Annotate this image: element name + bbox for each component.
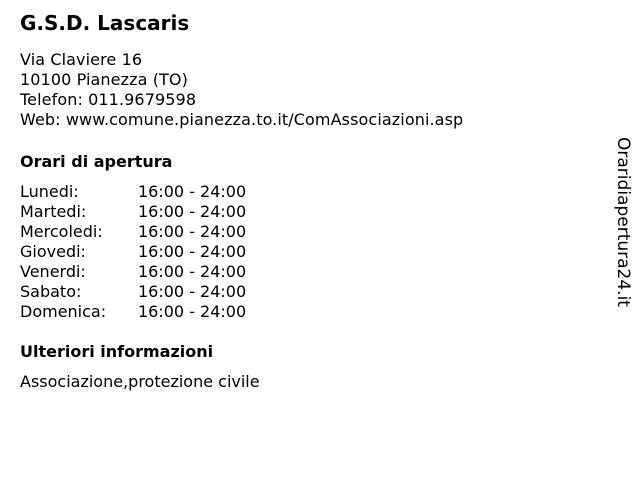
time-range: 16:00 - 24:00 bbox=[138, 242, 247, 261]
business-card bbox=[20, 10, 600, 392]
hours-row-wednesday bbox=[20, 222, 600, 242]
phone-number: Telefon: 011.9679598 bbox=[20, 90, 197, 109]
website-link[interactable]: Web: www.comune.pianezza.to.it/ComAssociazioni.asp bbox=[20, 110, 464, 129]
hours-row-saturday bbox=[20, 282, 600, 302]
day-label: Mercoledi: bbox=[20, 222, 103, 241]
business-name: G.S.D. Lascaris bbox=[20, 11, 190, 35]
time-range: 16:00 - 24:00 bbox=[138, 282, 247, 301]
time-range: 16:00 - 24:00 bbox=[138, 182, 247, 201]
hours-row-sunday bbox=[20, 302, 600, 322]
opening-hours-list bbox=[20, 182, 600, 322]
hours-row-friday bbox=[20, 262, 600, 282]
city-address: 10100 Pianezza (TO) bbox=[20, 70, 188, 89]
day-label: Lunedi: bbox=[20, 182, 79, 201]
hours-row-tuesday bbox=[20, 202, 600, 222]
day-label: Sabato: bbox=[20, 282, 82, 301]
time-range: 16:00 - 24:00 bbox=[138, 302, 247, 321]
additional-info-heading: Ulteriori informazioni bbox=[20, 342, 214, 361]
opening-hours-heading: Orari di apertura bbox=[20, 152, 173, 171]
address-block bbox=[20, 50, 600, 130]
hours-row-monday bbox=[20, 182, 600, 202]
site-watermark: Oraridiapertura24.it bbox=[613, 137, 633, 307]
day-label: Venerdi: bbox=[20, 262, 86, 281]
day-label: Giovedi: bbox=[20, 242, 86, 261]
hours-row-thursday bbox=[20, 242, 600, 262]
time-range: 16:00 - 24:00 bbox=[138, 262, 247, 281]
time-range: 16:00 - 24:00 bbox=[138, 202, 247, 221]
additional-info-text: Associazione,protezione civile bbox=[20, 372, 260, 391]
day-label: Martedi: bbox=[20, 202, 87, 221]
time-range: 16:00 - 24:00 bbox=[138, 222, 247, 241]
street-address: Via Claviere 16 bbox=[20, 50, 143, 69]
day-label: Domenica: bbox=[20, 302, 107, 321]
